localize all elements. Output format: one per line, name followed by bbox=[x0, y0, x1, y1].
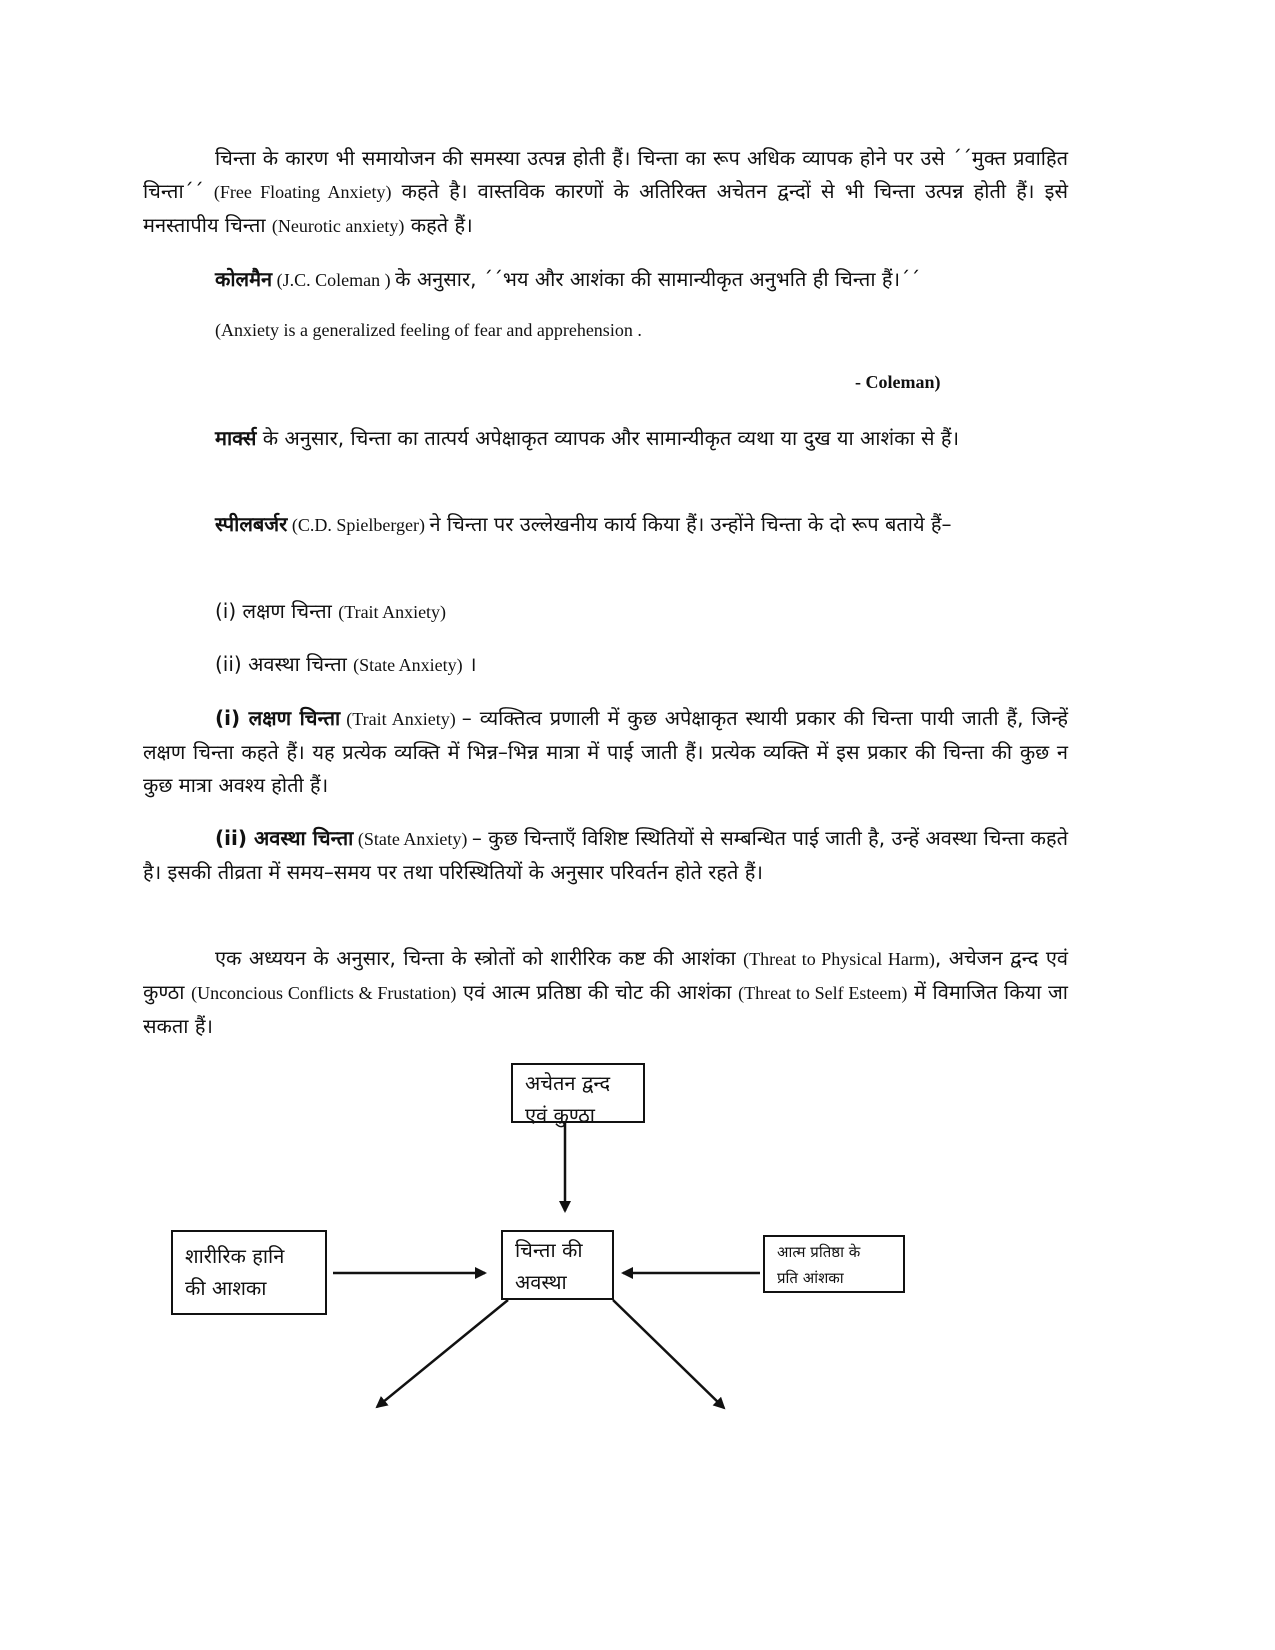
box-label: चिन्ता की bbox=[515, 1238, 583, 1262]
term-coleman: (J.C. Coleman ) bbox=[272, 270, 396, 290]
box-label: अवस्था bbox=[515, 1270, 567, 1294]
box-unconscious-conflict bbox=[511, 1063, 645, 1127]
arrow-center-to-lower-left bbox=[377, 1300, 508, 1407]
quote-author: - Coleman) bbox=[855, 372, 941, 392]
text-segment: के अनुसार, चिन्ता का तात्पर्य अपेक्षाकृत व्यापक और सामान्यीकृत व्यथा या दुख या आशंका से हैं। bbox=[256, 426, 960, 450]
term-physical-harm: (Threat to Physical Harm) bbox=[743, 949, 935, 969]
term-free-floating-anxiety: (Free Floating Anxiety) bbox=[213, 182, 392, 202]
term-unconscious-conflicts: (Unconcious Conflicts & Frustation) bbox=[191, 983, 457, 1003]
term-state-anxiety: (State Anxiety) bbox=[353, 655, 463, 675]
author-name-coleman: कोलमैन bbox=[215, 267, 273, 291]
box-self-esteem-threat bbox=[763, 1235, 905, 1293]
text-segment: में विमाजित किया जा सकता हैं। bbox=[143, 980, 1068, 1038]
term-neurotic-anxiety: (Neurotic anxiety) bbox=[271, 216, 405, 236]
text-segment: ने चिन्ता पर उल्लेखनीय कार्य किया हैं। उन्होंने चिन्ता के दो रूप बताये हैं– bbox=[429, 512, 952, 536]
arrow-center-to-lower-right bbox=[613, 1300, 724, 1408]
text-segment: , अचेजन द्वन्द एवं कुण्ठा bbox=[143, 946, 1069, 1004]
box-physical-harm bbox=[171, 1230, 327, 1315]
author-name-spielberger: स्पीलबर्जर bbox=[215, 512, 288, 536]
box-label: अचेतन द्वन्द bbox=[525, 1071, 611, 1095]
text-segment: – व्यक्तित्व प्रणाली में कुछ अपेक्षाकृत स्थायी प्रकार की चिन्ता पायी जाती हैं, जिन्हें लक्षण चिन्ता कहते हैं। यह प्रत्येक व्यक्ति में भिन्न–भिन्न मात्रा में पाई जाती हैं। प्रत्येक व्यक्ति में इस प्रकार की चिन्ता की कुछ न कुछ मात्रा अवश्य होती हैं। bbox=[143, 706, 1068, 797]
box-label: प्रति आंशका bbox=[777, 1269, 844, 1287]
box-label: शारीरिक हानि bbox=[185, 1244, 285, 1268]
box-anxiety-state bbox=[501, 1230, 614, 1300]
text-segment: कहते हैं। bbox=[404, 213, 473, 237]
author-name-marx: मार्क्स bbox=[215, 426, 257, 450]
text-segment: एवं आत्म प्रतिष्ठा की चोट की आशंका bbox=[456, 980, 739, 1004]
text-segment: (ii) अवस्था चिन्ता bbox=[215, 652, 354, 676]
text-segment: चिन्ता के कारण भी समायोजन की समस्या उत्पन्न होती हैं। चिन्ता का रूप अधिक व्यापक होने पर उसे ´´मुक्त प्रवाहित चिन्ता´´ bbox=[143, 146, 1068, 203]
text-segment: एक अध्ययन के अनुसार, चिन्ता के स्त्रोतों को शारीरिक कष्ट की आशंका bbox=[215, 946, 744, 970]
term-state-anxiety: (State Anxiety) bbox=[353, 829, 472, 849]
box-label: आत्म प्रतिष्ठा के bbox=[777, 1243, 861, 1261]
text-segment: कहते है। वास्तविक कारणों के अतिरिक्त अचेतन द्वन्दों से भी चिन्ता उत्पन्न होती हैं। इसे मनस्तापीय चिन्ता bbox=[143, 179, 1068, 237]
text-segment: के अनुसार, ´´भय और आशंका की सामान्यीकृत अनुभति ही चिन्ता हैं।´´ bbox=[395, 267, 921, 291]
text-segment: – कुछ चिन्ताएँ विशिष्ट स्थितियों से सम्बन्धित पाई जाती है, उन्हें अवस्था चिन्ता कहते है। इसकी तीव्रता में समय–समय पर तथा परिस्थितियों के अनुसार परिवर्तन होते रहते हैं। bbox=[143, 826, 1068, 884]
heading-trait-anxiety: (i) लक्षण चिन्ता bbox=[215, 706, 341, 730]
box-label: की आशका bbox=[185, 1276, 267, 1300]
term-trait-anxiety: (Trait Anxiety) bbox=[338, 602, 447, 622]
english-quote: (Anxiety is a generalized feeling of fear and apprehension . bbox=[215, 320, 642, 340]
box-label: एवं कुण्ठा bbox=[525, 1103, 595, 1127]
term-trait-anxiety: (Trait Anxiety) bbox=[340, 709, 462, 729]
heading-state-anxiety: (ii) अवस्था चिन्ता bbox=[215, 826, 354, 850]
text-segment: । bbox=[462, 652, 477, 676]
text-segment: (i) लक्षण चिन्ता bbox=[215, 599, 339, 623]
term-spielberger: (C.D. Spielberger) bbox=[287, 515, 430, 535]
term-self-esteem: (Threat to Self Esteem) bbox=[738, 983, 908, 1003]
